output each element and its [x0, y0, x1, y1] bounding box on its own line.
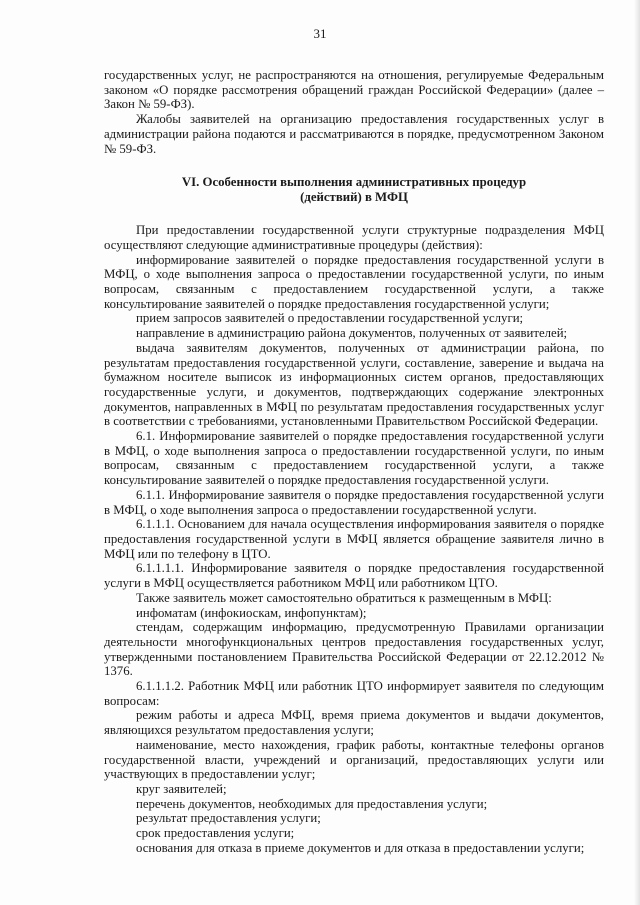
section-heading: [104, 175, 604, 205]
list-item-service-result: результат предоставления услуги;: [136, 811, 321, 826]
section-heading-line-2: (действий) в МФЦ: [300, 190, 408, 205]
clause-6-1-1: 6.1.1. Информирование заявителя о порядке предоставления государственной услуги в МФЦ, о ходе выполнения запроса о предоставлении государственной услуги.: [104, 487, 604, 517]
page-edge-shadow: [634, 0, 640, 905]
list-item-sending: направление в администрацию района документов, полученных от заявителей;: [136, 326, 568, 341]
section-heading-line-1: VI. Особенности выполнения административных процедур: [181, 175, 527, 190]
list-item-working-hours: режим работы и адреса МФЦ, время приема документов и выдачи документов, являющихся результатом предоставления услуги;: [104, 708, 604, 738]
list-item-informing: информирование заявителей о порядке предоставления государственной услуги в МФЦ, о ходе выполнения запроса о предоставлении государственной услуги, по иным вопросам, связанным с предоставлением государственной услуги, а также консультирование заявителей о порядке предоставления государственной услуги;: [104, 252, 604, 311]
intro-paragraph-2: Жалобы заявителей на организацию предоставления государственных услуг в администрации района подаются и рассматриваются в порядке, предусмотренном Законом № 59-ФЗ.: [104, 112, 604, 156]
list-item-documents-list: перечень документов, необходимых для предоставления услуги;: [136, 796, 488, 811]
list-item-infomats: инфоматам (инфокиоскам, инфопунктам);: [136, 605, 367, 620]
list-item-stands: стендам, содержащим информацию, предусмотренную Правилами организации деятельности многофункциональных центров предоставления государственных услуг, утвержденными постановлением Правительства Российской Федерации от 22.12.2012 № 1376.: [104, 620, 604, 679]
list-item-issuance: выдача заявителям документов, полученных от администрации района, по результатам предоставления государственной услуги, составление, заверение и выдача на бумажном носителе выписок из информационных систем органов, предоставляющих государственные услуги, и документов, подтверждающих содержание электронных документов, направленных в МФЦ по результатам предоставления государственных услуг в соответствии с требованиями, установленными Правительством Российской Федерации.: [104, 340, 604, 429]
list-item-refusal-grounds: основания для отказа в приеме документов и для отказа в предоставлении услуги;: [136, 840, 585, 855]
list-item-reception: прием запросов заявителей о предоставлении государственной услуги;: [136, 311, 524, 326]
document-body: [104, 68, 604, 855]
list-item-service-term: срок предоставления услуги;: [136, 826, 295, 841]
intro-paragraph-1: государственных услуг, не распространяются на отношения, регулируемые Федеральным законом «О порядке рассмотрения обращений граждан Российской Федерации» (далее – Закон № 59-ФЗ).: [104, 68, 604, 112]
clause-6-1-1-1-2: 6.1.1.1.2. Работник МФЦ или работник ЦТО информирует заявителя по следующим вопросам:: [104, 679, 604, 708]
clause-6-1-1-1-1: 6.1.1.1.1. Информирование заявителя о порядке предоставления государственной услуги в МФЦ осуществляется работником МФЦ или работником ЦТО.: [104, 561, 604, 591]
page-number: 31: [313, 26, 327, 41]
clause-6-1: 6.1. Информирование заявителей о порядке предоставления государственной услуги в МФЦ, о ходе выполнения запроса о предоставлении государственной услуги, по иным вопросам, связанным с предоставлением государственной услуги, а также консультирование заявителей о порядке предоставления государственной услуги.: [104, 429, 604, 488]
list-item-applicants: круг заявителей;: [136, 781, 227, 796]
clause-6-1-1-1: 6.1.1.1. Основанием для начала осуществления информирования заявителя о порядке предоставления государственной услуги в МФЦ является обращение заявителя лично в МФЦ или по телефону в ЦТО.: [104, 517, 604, 561]
list-item-authorities-contacts: наименование, место нахождения, график работы, контактные телефоны органов государственной власти, учреждений и организаций, предоставляющих услуги или участвующих в предоставлении услуг;: [104, 737, 604, 782]
paragraph-self-service: Также заявитель может самостоятельно обратиться к размещенным в МФЦ:: [136, 590, 552, 605]
paragraph-procedures-intro: При предоставлении государственной услуги структурные подразделения МФЦ осуществляют следующие административные процедуры (действия):: [104, 223, 604, 252]
